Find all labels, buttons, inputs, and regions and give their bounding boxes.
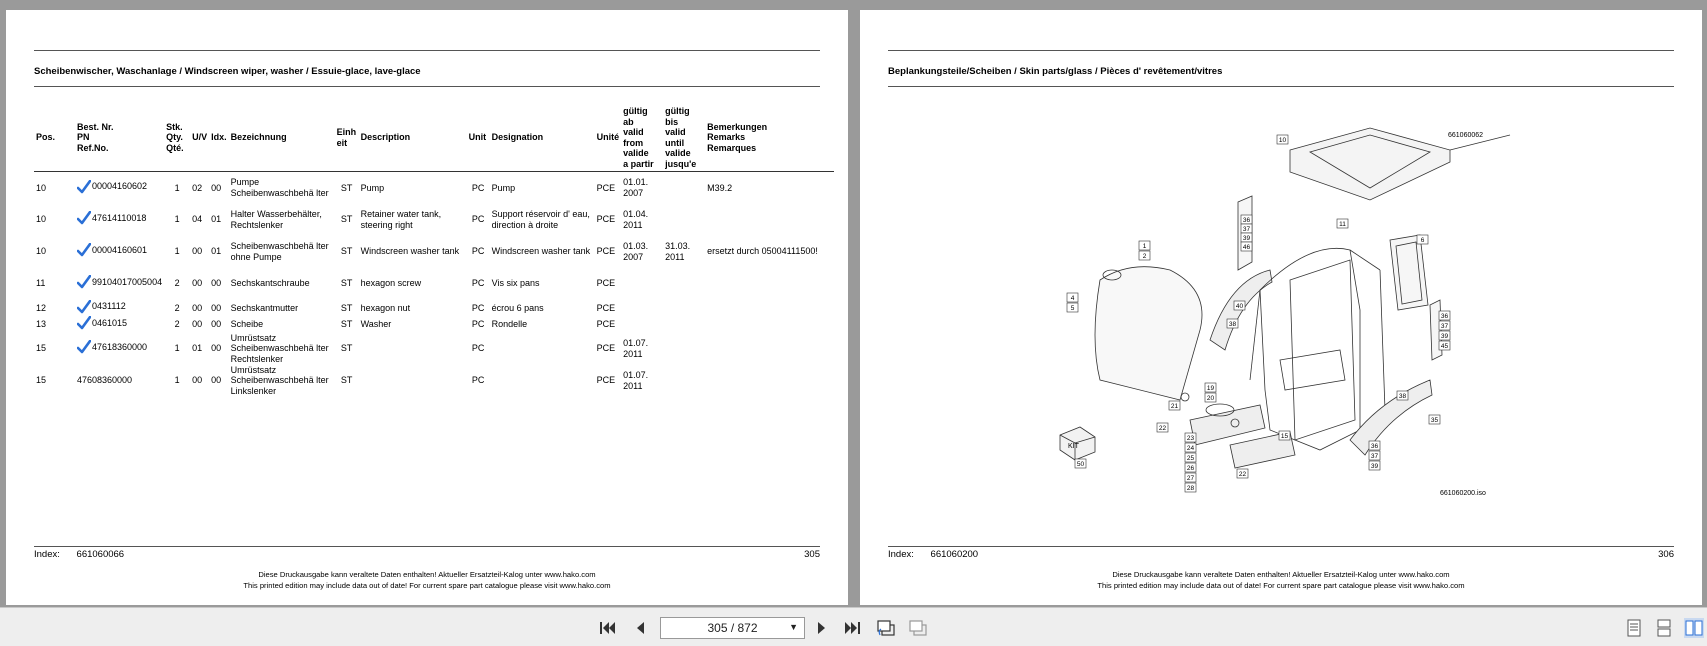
page-306 (860, 10, 1702, 605)
col-qty (164, 106, 190, 172)
cab-drawing (1060, 128, 1510, 468)
table-row (34, 316, 834, 333)
page-number: 305 (804, 549, 820, 560)
cell-pn (75, 204, 164, 236)
callout-label: 11 (1339, 221, 1346, 228)
cell-uv: 04 (192, 214, 203, 225)
checkmark-icon (77, 340, 91, 354)
cell-valid-from: 01.04. 2011 (623, 209, 649, 230)
callout-label: 21 (1170, 403, 1179, 410)
cell-designation: Windscreen washer tank (491, 246, 591, 257)
callout-label: 22 (1238, 471, 1247, 478)
cell-valid-from: 01.07. 2011 (623, 338, 649, 359)
continuous-icon[interactable] (1654, 618, 1674, 638)
cell-qty: 1 (174, 375, 180, 386)
header-rule-bottom (888, 86, 1674, 87)
cell-bezeichnung: Umrüstsatz Scheibenwaschbehä lter Linkslenker (230, 364, 329, 396)
table-row (34, 204, 834, 236)
col-valid-until-line: valid (665, 127, 686, 137)
cell-remarks (705, 316, 834, 333)
callout-label: 50 (1076, 461, 1085, 468)
index-label: Index: (888, 549, 914, 560)
cell-unit: PC (471, 319, 485, 329)
col-valid-from-line: a partir (623, 158, 654, 169)
cell-designation: écrou 6 pans (491, 302, 544, 313)
cell-unit: PC (471, 278, 485, 289)
table-row (34, 236, 834, 268)
cell-remarks: ersetzt durch 05004111500! (707, 246, 818, 257)
part-number: 0461015 (92, 317, 128, 328)
cell-bezeichnung: Pumpe Scheibenwaschbehä lter (230, 177, 329, 198)
right-page-title: Beplankungsteile/Scheiben / Skin parts/glass / Pièces d' revêtement/vitres (888, 66, 1223, 77)
callout-label: 39 (1242, 235, 1251, 242)
checkmark-icon (77, 300, 91, 314)
first-page-icon[interactable] (598, 618, 618, 638)
prev-page-icon[interactable] (630, 618, 650, 638)
col-bezeichnung: Bezeichnung (229, 106, 335, 172)
cell-bezeichnung: Scheibenwaschbehä lter ohne Pumpe (230, 241, 329, 262)
cell-remarks: M39.2 (707, 182, 733, 193)
cell-uv: 00 (192, 278, 203, 289)
table-row (34, 365, 834, 397)
cell-bezeichnung: Umrüstsatz Scheibenwaschbehä lter Rechtslenker (230, 332, 329, 364)
cell-remarks (705, 333, 834, 365)
part-number: 00004160602 (92, 181, 148, 192)
cell-pn (75, 172, 164, 204)
checkmark-icon (77, 243, 91, 257)
cell-designation: Vis six pans (491, 278, 540, 289)
page-number: 306 (1658, 549, 1674, 560)
cell-unite: PCE (596, 182, 616, 193)
cell-unit: PC (471, 214, 485, 225)
col-description: Description (359, 106, 467, 172)
table-row (34, 300, 834, 317)
cell-remarks (705, 204, 834, 236)
index-value: 661060200 (930, 549, 979, 560)
col-valid-until-line: gültig (665, 106, 690, 116)
cell-valid-until (663, 316, 705, 333)
single-page-icon[interactable] (1624, 618, 1644, 638)
parts-table-header (34, 106, 834, 172)
col-pn (75, 106, 164, 172)
cell-idx: 01 (211, 214, 222, 225)
left-page-title: Scheibenwischer, Waschanlage / Windscreen wiper, washer / Essuie-glace, lave-glace (34, 66, 421, 77)
callout-label: 38 (1398, 393, 1407, 400)
page-305 (6, 10, 848, 605)
col-valid-from-line: ab (623, 116, 634, 127)
callout-label: 10 (1278, 137, 1287, 144)
two-page-icon[interactable] (1684, 618, 1704, 638)
cell-valid-until (663, 300, 705, 317)
cell-unite: PCE (596, 319, 616, 329)
cell-einheit: ST (340, 375, 353, 386)
col-valid-until (663, 106, 705, 172)
cell-pos: 10 (36, 182, 47, 193)
kit-label: KIT (1068, 443, 1079, 450)
col-valid-from (621, 106, 663, 172)
callout-label: 37 (1242, 226, 1251, 233)
callout-label: 4 (1070, 295, 1075, 302)
table-row (34, 333, 834, 365)
col-remarks-line: Bemerkungen (707, 121, 768, 132)
callout-label: 28 (1186, 485, 1195, 492)
part-number: 47614110018 (92, 213, 147, 223)
index-value: 661060066 (76, 549, 125, 560)
page-number-select[interactable] (660, 617, 805, 639)
cell-qty: 1 (174, 182, 180, 193)
cell-designation (490, 333, 595, 365)
fit-icon[interactable] (908, 618, 928, 638)
cell-idx: 00 (211, 182, 222, 193)
callout-label: 46 (1242, 244, 1251, 251)
cell-description (359, 333, 467, 365)
disclaimer-en: This printed edition may include data out of date! For current spare part catalogue please visit www.hako.com (243, 581, 611, 590)
cell-valid-until (663, 172, 705, 204)
cell-bezeichnung: Sechskantmutter (230, 302, 299, 313)
part-number: 99104017005004 (92, 277, 163, 287)
cell-einheit: ST (340, 278, 353, 289)
disclaimer-de: Diese Druckausgabe kann veraltete Daten enthalten! Aktueller Ersatzteil-Kalog unter www.hako.com (1112, 570, 1450, 579)
callout-label: 36 (1440, 313, 1449, 320)
cell-qty: 2 (174, 278, 180, 289)
callout-label: 39 (1370, 463, 1379, 470)
cell-qty: 1 (174, 214, 180, 225)
chevron-down-icon: ▼ (789, 622, 798, 632)
col-uv: U/V (190, 106, 209, 172)
checkmark-icon (77, 275, 91, 289)
callout-label: 45 (1440, 343, 1449, 350)
cell-valid-until (663, 333, 705, 365)
cell-description: Windscreen washer tank (360, 246, 460, 257)
cell-qty: 1 (174, 343, 180, 354)
cell-designation: Support réservoir d' eau, direction à droite (491, 209, 590, 230)
cell-qty: 2 (174, 302, 180, 313)
col-qty-line: Stk. (166, 121, 183, 132)
cell-designation (490, 365, 595, 397)
cell-description (359, 365, 467, 397)
callout-label: 22 (1158, 425, 1167, 432)
callout-label: 6 (1420, 237, 1425, 244)
cell-remarks (705, 268, 834, 300)
cell-bezeichnung: Sechskantschraube (230, 278, 310, 289)
col-qty-line: Qté. (166, 142, 184, 153)
part-number: 00004160601 (92, 245, 148, 255)
callout-label: 19 (1206, 385, 1215, 392)
cell-pn (75, 236, 164, 268)
cell-einheit: ST (340, 302, 353, 313)
footer-rule (888, 546, 1674, 547)
cell-unite: PCE (596, 246, 616, 257)
callout-label: 25 (1186, 455, 1195, 462)
cell-pos: 11 (36, 278, 46, 289)
callout-label: 27 (1186, 475, 1195, 482)
col-valid-from-line: from (623, 137, 644, 148)
cell-valid-from (621, 268, 663, 300)
table-row (34, 268, 834, 300)
ref-label: 661060062 (1448, 132, 1484, 139)
footer-index (888, 549, 978, 560)
col-valid-from-line: valide (623, 148, 649, 158)
footer-rule (34, 546, 820, 547)
cell-idx: 01 (211, 246, 222, 257)
cab-diagram-svg (1020, 110, 1620, 500)
col-designation: Designation (490, 106, 595, 172)
cell-designation: Pump (491, 182, 516, 193)
cell-valid-until: 31.03. 2011 (665, 241, 691, 262)
cell-valid-until (663, 268, 705, 300)
col-idx: Idx. (209, 106, 229, 172)
cell-description: Pump (360, 182, 385, 193)
cell-valid-until (663, 365, 705, 397)
checkmark-icon (77, 211, 91, 225)
cell-einheit: ST (340, 214, 353, 225)
cell-pn (75, 365, 164, 397)
cell-unit: PC (471, 343, 485, 354)
col-pn-line: PN (77, 132, 90, 143)
callout-label: 1 (1142, 243, 1147, 250)
callout-label: 36 (1242, 217, 1251, 224)
col-valid-from-line: gültig (623, 106, 648, 116)
cell-bezeichnung: Halter Wasserbehälter, Rechtslenker (230, 209, 322, 230)
file-label: 661060200.iso (1440, 490, 1486, 497)
cell-einheit: ST (340, 246, 353, 257)
cell-unit: PC (471, 375, 485, 386)
col-valid-until-line: jusqu'e (665, 158, 697, 169)
exploded-parts-diagram (1020, 110, 1620, 500)
index-label: Index: (34, 549, 60, 560)
cell-uv: 00 (192, 319, 203, 329)
cell-einheit: ST (340, 319, 353, 329)
cell-valid-from: 01.01. 2007 (623, 177, 649, 198)
col-remarks (705, 106, 834, 172)
col-remarks-line: Remarks (707, 132, 746, 143)
cell-uv: 00 (192, 302, 203, 313)
cell-pn (75, 316, 164, 333)
cell-unite: PCE (596, 343, 616, 354)
cell-unit: PC (471, 182, 485, 193)
cell-uv: 01 (192, 343, 203, 354)
cell-unit: PC (471, 302, 485, 313)
cell-unit: PC (471, 246, 485, 257)
header-rule-bottom (34, 86, 820, 87)
col-einheit-line: Einh (336, 127, 357, 137)
last-page-icon[interactable] (842, 618, 862, 638)
cell-idx: 00 (211, 319, 222, 329)
col-qty-line: Qty. (166, 132, 183, 143)
cell-pos: 10 (36, 214, 47, 225)
disclaimer-de: Diese Druckausgabe kann veraltete Daten enthalten! Aktueller Ersatzteil-Kalog unter www.hako.com (258, 570, 596, 579)
cell-description: hexagon nut (360, 302, 411, 313)
parts-table-body (34, 172, 834, 397)
part-number: 0431112 (92, 301, 126, 312)
table-row (34, 172, 834, 204)
header-rule-top (888, 50, 1674, 51)
rotate-icon[interactable] (876, 618, 896, 638)
cell-idx: 00 (211, 278, 222, 289)
viewer-toolbar (0, 607, 1707, 646)
part-number: 47608360000 (77, 375, 133, 386)
callout-label: 35 (1430, 417, 1439, 424)
col-valid-from-line: valid (623, 127, 644, 137)
checkmark-icon (77, 316, 91, 330)
cell-valid-until (663, 204, 705, 236)
col-pn-line: Best. Nr. (77, 121, 114, 132)
cell-remarks (705, 300, 834, 317)
cell-pos: 15 (36, 375, 47, 386)
cell-pn (75, 300, 164, 317)
col-valid-until-line: bis (665, 116, 679, 127)
disclaimer-en: This printed edition may include data out of date! For current spare part catalogue please visit www.hako.com (1097, 581, 1465, 590)
page-indicator: 305 / 872 (707, 621, 758, 635)
col-einheit (335, 106, 359, 172)
callout-label: 39 (1440, 333, 1449, 340)
cell-unite: PCE (596, 302, 616, 313)
checkmark-icon (77, 180, 91, 194)
col-pos: Pos. (34, 106, 75, 172)
cell-unite: PCE (596, 278, 616, 289)
footer-index (34, 549, 124, 560)
cell-pos: 13 (36, 319, 47, 329)
cell-description: Retainer water tank, steering right (360, 209, 442, 230)
callout-label: 37 (1440, 323, 1449, 330)
callout-label: 2 (1142, 253, 1147, 260)
next-page-icon[interactable] (812, 618, 832, 638)
callout-label: 20 (1206, 395, 1215, 402)
cell-unite: PCE (596, 375, 616, 386)
cell-einheit: ST (340, 343, 353, 354)
cell-valid-from (621, 316, 663, 333)
cell-uv: 02 (192, 182, 203, 193)
cell-pos: 15 (36, 343, 47, 354)
cell-qty: 1 (174, 246, 180, 257)
cell-qty: 2 (174, 319, 180, 329)
cell-valid-from: 01.03. 2007 (623, 241, 649, 262)
cell-valid-from: 01.07. 2011 (623, 370, 649, 391)
callout-label: 26 (1186, 465, 1195, 472)
cell-idx: 00 (211, 302, 222, 313)
cell-unite: PCE (596, 214, 616, 225)
cell-pn (75, 268, 164, 300)
cell-pos: 12 (36, 302, 47, 313)
callout-label: 23 (1186, 435, 1195, 442)
cell-remarks (705, 365, 834, 397)
col-valid-until-line: until (665, 137, 685, 148)
col-pn-line: Ref.No. (77, 142, 109, 153)
callout-label: 37 (1370, 453, 1379, 460)
part-number: 47618360000 (92, 342, 148, 352)
col-valid-until-line: valide (665, 148, 691, 158)
cell-pn (75, 333, 164, 365)
cell-description: Washer (360, 319, 392, 329)
cell-einheit: ST (340, 182, 353, 193)
col-remarks-line: Remarques (707, 142, 757, 153)
cell-uv: 00 (192, 375, 203, 386)
col-unit: Unit (467, 106, 490, 172)
cell-idx: 00 (211, 343, 222, 354)
col-unite: Unité (595, 106, 622, 172)
cell-pos: 10 (36, 246, 47, 257)
col-einheit-line: eit (336, 137, 348, 148)
callout-label: 15 (1280, 433, 1289, 440)
cell-uv: 00 (192, 246, 203, 257)
callout-label: 36 (1370, 443, 1379, 450)
cell-designation: Rondelle (491, 319, 528, 329)
callout-label: 5 (1070, 305, 1075, 312)
cell-valid-from (621, 300, 663, 317)
parts-table (34, 106, 834, 397)
cell-bezeichnung: Scheibe (230, 319, 264, 329)
callout-label: 38 (1228, 321, 1237, 328)
callout-label: 24 (1186, 445, 1195, 452)
cell-description: hexagon screw (360, 278, 422, 289)
callout-label: 40 (1235, 303, 1244, 310)
header-rule-top (34, 50, 820, 51)
cell-idx: 00 (211, 375, 222, 386)
